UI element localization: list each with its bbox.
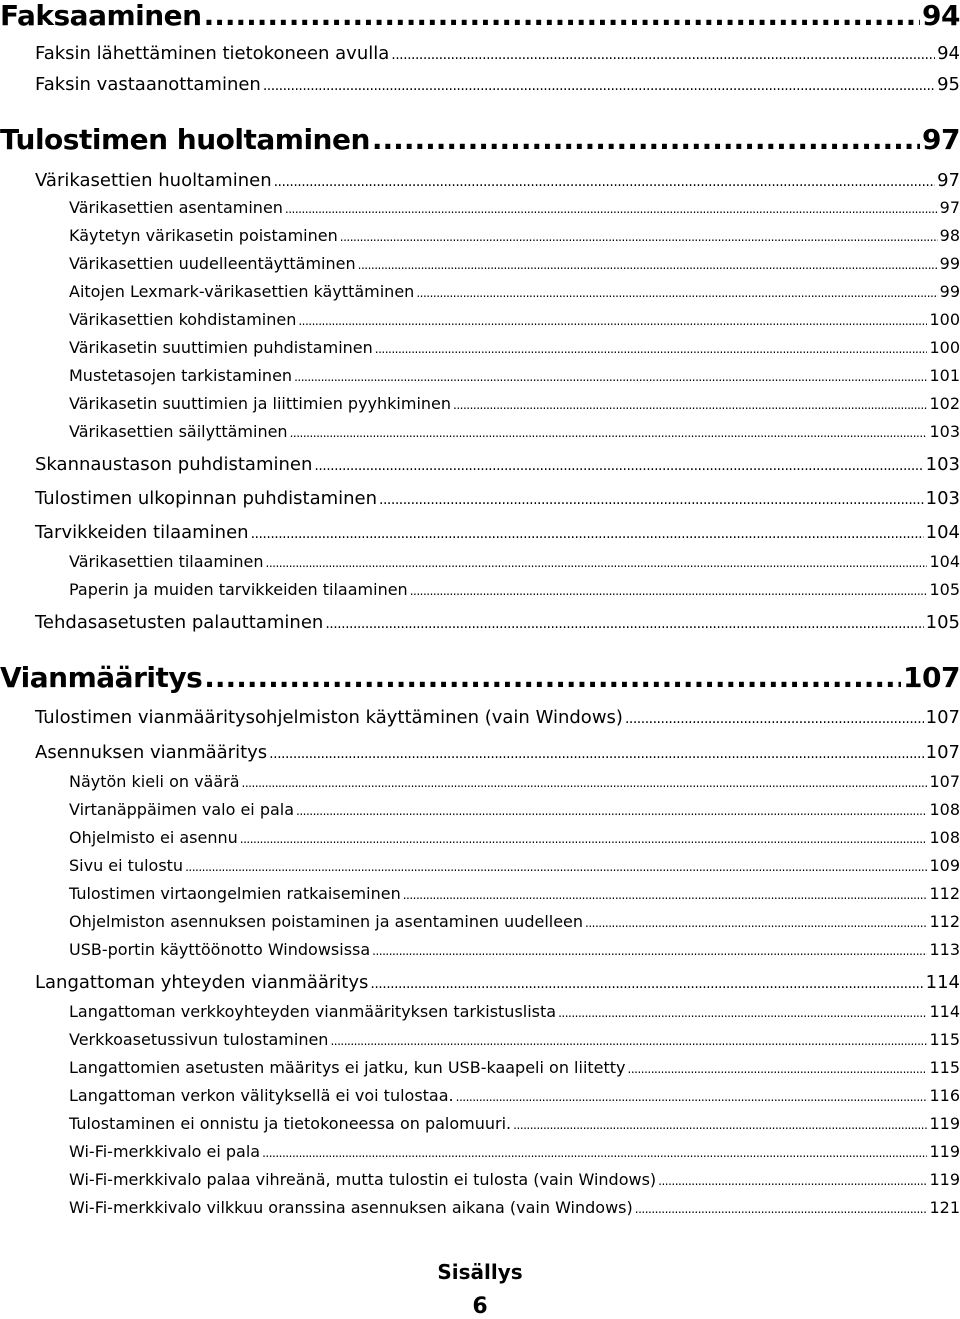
dot-leader — [314, 454, 923, 478]
toc-entry-title: Värikasettien kohdistaminen — [69, 310, 297, 329]
toc-entry-sub[interactable] — [0, 281, 960, 304]
toc-entry-sub[interactable] — [0, 421, 960, 444]
toc-entry-title: Aitojen Lexmark-värikasettien käyttäminen — [69, 282, 415, 301]
toc-entry-sub[interactable] — [0, 225, 960, 248]
toc-entry-title: USB-portin käyttöönotto Windowsissa — [69, 940, 371, 959]
toc-entry-page-number: 104 — [925, 522, 960, 543]
toc-entry-title: Värikasettien asentaminen — [69, 198, 283, 217]
toc-entry-title: Vianmääritys — [0, 662, 203, 694]
toc-entry-page-number: 97 — [922, 124, 960, 156]
toc-entry-page-number: 107 — [925, 742, 960, 763]
toc-entry-title: Faksin lähettäminen tietokoneen avulla — [35, 43, 390, 64]
toc-entry-sub[interactable] — [0, 911, 960, 934]
dot-leader — [410, 580, 928, 602]
toc-entry-title: Tulostimen ulkopinnan puhdistaminen — [35, 488, 378, 509]
toc-entry-page-number: 114 — [925, 972, 960, 993]
dot-leader — [358, 254, 938, 276]
toc-entry-page-number: 103 — [929, 422, 960, 441]
toc-entry-section[interactable] — [0, 521, 960, 546]
toc-entry-title: Näytön kieli on väärä — [69, 772, 240, 791]
dot-leader — [456, 1086, 928, 1108]
dot-leader — [285, 198, 938, 220]
toc-entry-title: Wi-Fi-merkkivalo vilkkuu oranssina asennuksen aikana (vain Windows) — [69, 1198, 633, 1217]
toc-entry-page-number: 112 — [929, 912, 960, 931]
toc-entry-chapter[interactable] — [0, 124, 960, 156]
toc-entry-title: Värikasettien huoltaminen — [35, 170, 272, 191]
dot-leader — [635, 1198, 928, 1220]
toc-entry-sub[interactable] — [0, 337, 960, 360]
toc-entry-title: Skannaustason puhdistaminen — [35, 454, 313, 475]
toc-entry-sub[interactable] — [0, 855, 960, 878]
toc-entry-page-number: 99 — [939, 254, 960, 273]
toc-entry-page-number: 105 — [929, 580, 960, 599]
toc-entry-page-number: 108 — [929, 800, 960, 819]
dot-leader — [290, 422, 928, 444]
toc-entry-sub[interactable] — [0, 1141, 960, 1164]
dot-leader — [325, 612, 923, 636]
toc-entry-sub[interactable] — [0, 1029, 960, 1052]
toc-entry-page-number: 103 — [925, 454, 960, 475]
toc-entry-chapter[interactable] — [0, 662, 960, 694]
toc-entry-title: Asennuksen vianmääritys — [35, 742, 268, 763]
toc-entry-section[interactable] — [0, 611, 960, 636]
toc-entry-section[interactable] — [0, 971, 960, 996]
dot-leader — [266, 552, 928, 574]
toc-entry-title: Värikasettien tilaaminen — [69, 552, 264, 571]
toc-entry-page-number: 115 — [929, 1030, 960, 1049]
toc-entry-section[interactable] — [0, 487, 960, 512]
toc-entry-page-number: 112 — [929, 884, 960, 903]
dot-leader — [185, 856, 927, 878]
toc-entry-page-number: 121 — [929, 1198, 960, 1217]
toc-entry-section[interactable] — [0, 73, 960, 98]
dot-leader — [372, 124, 920, 156]
toc-entry-sub[interactable] — [0, 827, 960, 850]
toc-entry-sub[interactable] — [0, 1001, 960, 1024]
toc-entry-page-number: 107 — [929, 772, 960, 791]
dot-leader — [625, 707, 924, 731]
toc-entry-page-number: 100 — [929, 338, 960, 357]
dot-leader — [453, 394, 927, 416]
dot-leader — [262, 1142, 927, 1164]
toc-entry-sub[interactable] — [0, 883, 960, 906]
dot-leader — [204, 0, 920, 32]
dot-leader — [240, 828, 928, 850]
toc-entry-page-number: 114 — [929, 1002, 960, 1021]
toc-entry-page-number: 119 — [929, 1114, 960, 1133]
toc-entry-section[interactable] — [0, 169, 960, 194]
toc-entry-page-number: 101 — [929, 366, 960, 385]
toc-entry-sub[interactable] — [0, 1197, 960, 1220]
toc-entry-sub[interactable] — [0, 309, 960, 332]
dot-leader — [558, 1002, 927, 1024]
toc-entry-sub[interactable] — [0, 1169, 960, 1192]
toc-entry-section[interactable] — [0, 706, 960, 731]
toc-entry-title: Wi-Fi-merkkivalo palaa vihreänä, mutta tulostin ei tulosta (vain Windows) — [69, 1170, 657, 1189]
footer-page-number: 6 — [472, 1294, 488, 1319]
toc-entry-page-number: 115 — [929, 1058, 960, 1077]
dot-leader — [658, 1170, 927, 1192]
dot-leader — [372, 940, 927, 962]
toc-entry-title: Värikasettien uudelleentäyttäminen — [69, 254, 356, 273]
toc-entry-title: Värikasettien säilyttäminen — [69, 422, 288, 441]
toc-entry-page-number: 94 — [922, 0, 960, 32]
toc-entry-title: Käytetyn värikasetin poistaminen — [69, 226, 338, 245]
dot-leader — [379, 488, 924, 512]
toc-entry-title: Wi-Fi-merkkivalo ei pala — [69, 1142, 261, 1161]
toc-entry-title: Tulostimen virtaongelmien ratkaiseminen — [69, 884, 401, 903]
toc-entry-sub[interactable] — [0, 253, 960, 276]
dot-leader — [296, 800, 927, 822]
toc-entry-sub[interactable] — [0, 1113, 960, 1136]
toc-entry-sub[interactable] — [0, 551, 960, 574]
toc-entry-chapter[interactable] — [0, 0, 960, 32]
toc-entry-title: Mustetasojen tarkistaminen — [69, 366, 293, 385]
toc-entry-page-number: 104 — [929, 552, 960, 571]
dot-leader — [403, 884, 928, 906]
toc-entry-title: Tulostimen vianmääritysohjelmiston käyttäminen (vain Windows) — [35, 707, 623, 728]
toc-entry-title: Tulostaminen ei onnistu ja tietokoneessa on palomuuri. — [69, 1114, 512, 1133]
dot-leader — [263, 74, 935, 98]
toc-entry-page-number: 109 — [929, 856, 960, 875]
toc-entry-title: Faksaaminen — [0, 0, 202, 32]
toc-entry-title: Langattoman yhteyden vianmääritys — [35, 972, 369, 993]
toc-entry-sub[interactable] — [0, 1057, 960, 1080]
toc-entry-section[interactable] — [0, 453, 960, 478]
toc-entry-page-number: 113 — [929, 940, 960, 959]
toc-entry-page-number: 94 — [937, 43, 960, 64]
toc-entry-title: Faksin vastaanottaminen — [35, 74, 261, 95]
toc-entry-sub[interactable] — [0, 1085, 960, 1108]
toc-entry-title: Värikasetin suuttimien puhdistaminen — [69, 338, 373, 357]
dot-leader — [274, 170, 935, 194]
toc-entry-title: Paperin ja muiden tarvikkeiden tilaaminen — [69, 580, 408, 599]
toc-entry-sub[interactable] — [0, 579, 960, 602]
toc-entry-sub[interactable] — [0, 197, 960, 220]
dot-leader — [513, 1114, 927, 1136]
toc-entry-title: Virtanäppäimen valo ei pala — [69, 800, 295, 819]
toc-entry-title: Tulostimen huoltaminen — [0, 124, 370, 156]
toc-entry-title: Langattoman verkon välityksellä ei voi tulostaa. — [69, 1086, 454, 1105]
toc-entry-title: Tehdasasetusten palauttaminen — [35, 612, 324, 633]
footer-section-title: Sisällys — [437, 1260, 523, 1284]
dot-leader — [628, 1058, 928, 1080]
dot-leader — [375, 338, 928, 360]
toc-entry-page-number: 116 — [929, 1086, 960, 1105]
toc-entry-title: Verkkoasetussivun tulostaminen — [69, 1030, 329, 1049]
dot-leader — [416, 282, 937, 304]
dot-leader — [251, 522, 924, 546]
toc-entry-sub[interactable] — [0, 799, 960, 822]
toc-entry-page-number: 107 — [925, 707, 960, 728]
toc-entry-sub[interactable] — [0, 939, 960, 962]
toc-entry-title: Ohjelmisto ei asennu — [69, 828, 238, 847]
toc-entry-title: Tarvikkeiden tilaaminen — [35, 522, 249, 543]
toc-entry-page-number: 103 — [925, 488, 960, 509]
toc-entry-sub[interactable] — [0, 393, 960, 416]
toc-entry-page-number: 100 — [929, 310, 960, 329]
toc-entry-page-number: 119 — [929, 1170, 960, 1189]
dot-leader — [330, 1030, 927, 1052]
toc-entry-sub[interactable] — [0, 365, 960, 388]
dot-leader — [585, 912, 927, 934]
toc-entry-title: Värikasetin suuttimien ja liittimien pyyhkiminen — [69, 394, 452, 413]
toc-entry-sub[interactable] — [0, 771, 960, 794]
dot-leader — [298, 310, 927, 332]
toc-entry-page-number: 97 — [937, 170, 960, 191]
dot-leader — [340, 226, 938, 248]
toc-entry-page-number: 98 — [939, 226, 960, 245]
dot-leader — [242, 772, 928, 794]
toc-entry-page-number: 95 — [937, 74, 960, 95]
dot-leader — [391, 43, 935, 67]
dot-leader — [294, 366, 927, 388]
toc-entry-section[interactable] — [0, 741, 960, 766]
toc-entry-title: Ohjelmiston asennuksen poistaminen ja asentaminen uudelleen — [69, 912, 584, 931]
toc-entry-page-number: 99 — [939, 282, 960, 301]
toc-entry-page-number: 105 — [925, 612, 960, 633]
toc-entry-page-number: 102 — [929, 394, 960, 413]
toc-entry-section[interactable] — [0, 42, 960, 67]
dot-leader — [204, 662, 901, 694]
toc-entry-page-number: 108 — [929, 828, 960, 847]
toc-entry-title: Langattoman verkkoyhteyden vianmäärityksen tarkistuslista — [69, 1002, 557, 1021]
toc-entry-page-number: 107 — [903, 662, 960, 694]
dot-leader — [269, 742, 923, 766]
toc-entry-title: Sivu ei tulostu — [69, 856, 184, 875]
toc-entry-page-number: 97 — [939, 198, 960, 217]
toc-entry-page-number: 119 — [929, 1142, 960, 1161]
toc-entry-title: Langattomien asetusten määritys ei jatku, kun USB-kaapeli on liitetty — [69, 1058, 626, 1077]
dot-leader — [370, 972, 923, 996]
